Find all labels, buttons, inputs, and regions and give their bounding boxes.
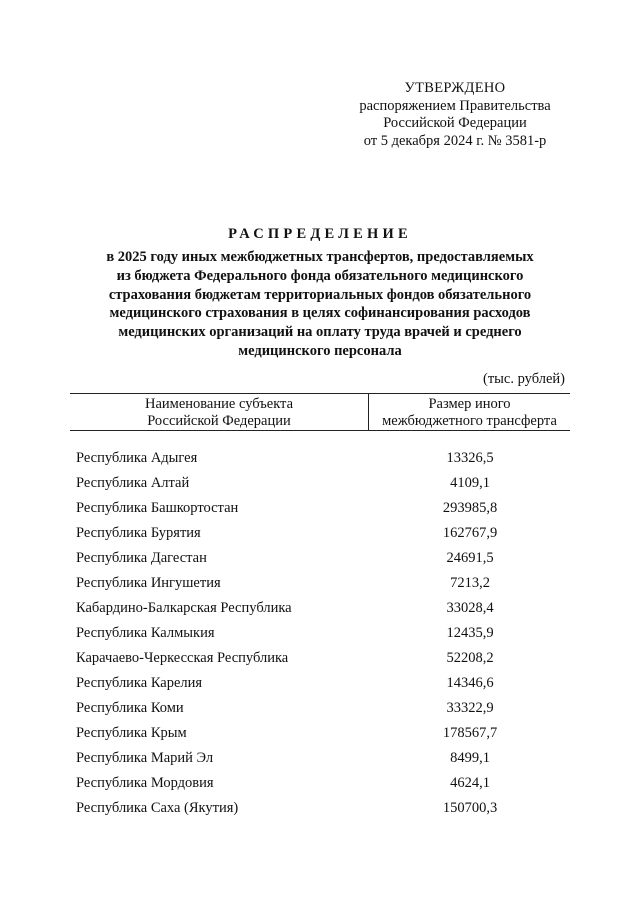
region-name: Республика Калмыкия xyxy=(76,625,215,641)
transfer-amount: 8499,1 xyxy=(450,750,490,766)
table-body xyxy=(76,446,570,821)
region-name: Республика Саха (Якутия) xyxy=(76,800,239,816)
header-region-name xyxy=(70,394,369,430)
table-row xyxy=(76,471,570,496)
transfer-amount: 4109,1 xyxy=(450,475,490,491)
table-row xyxy=(76,621,570,646)
table-row xyxy=(76,721,570,746)
approval-line: от 5 декабря 2024 г. № 3581-р xyxy=(363,132,547,149)
subtitle-line: медицинского страхования в целях софинансирования расходов xyxy=(109,305,531,322)
transfer-amount: 7213,2 xyxy=(450,575,490,591)
table-row xyxy=(76,796,570,821)
region-name: Республика Ингушетия xyxy=(76,575,221,591)
region-name: Республика Марий Эл xyxy=(76,750,214,766)
region-name: Кабардино-Балкарская Республика xyxy=(76,600,292,616)
approval-line: Российской Федерации xyxy=(383,115,527,131)
approval-line: распоряжением Правительства xyxy=(359,97,551,114)
document-subtitle xyxy=(80,248,560,361)
transfer-amount: 4624,1 xyxy=(450,775,490,791)
region-name: Республика Карелия xyxy=(76,675,203,691)
approval-heading: УТВЕРЖДЕНО xyxy=(404,80,506,96)
subtitle-line: из бюджета Федерального фонда обязательного медицинского xyxy=(116,267,524,284)
region-name: Республика Адыгея xyxy=(76,450,198,466)
region-name: Республика Дагестан xyxy=(76,550,207,566)
table-header xyxy=(70,393,570,431)
region-name: Республика Мордовия xyxy=(76,775,214,791)
transfer-amount: 14346,6 xyxy=(446,675,494,691)
table-row xyxy=(76,646,570,671)
table-row xyxy=(76,671,570,696)
transfer-amount: 33028,4 xyxy=(446,600,494,616)
table-row xyxy=(76,696,570,721)
table-row xyxy=(76,596,570,621)
table-row xyxy=(76,771,570,796)
header-transfer-amount xyxy=(369,394,570,430)
table-row xyxy=(76,546,570,571)
table-row xyxy=(76,496,570,521)
transfer-amount: 33322,9 xyxy=(446,700,494,716)
header-line: Размер иного xyxy=(428,396,511,412)
table-row xyxy=(76,446,570,471)
transfer-amount: 150700,3 xyxy=(442,800,498,816)
region-name: Республика Крым xyxy=(76,725,187,741)
subtitle-line: страхования бюджетам территориальных фондов обязательного xyxy=(108,286,532,303)
approval-stamp xyxy=(340,80,570,150)
header-line: Российской Федерации xyxy=(147,413,291,429)
document-title: РАСПРЕДЕЛЕНИЕ xyxy=(228,226,412,242)
transfer-amount: 12435,9 xyxy=(446,625,494,641)
table-row xyxy=(76,521,570,546)
region-name: Карачаево-Черкесская Республика xyxy=(76,650,289,666)
region-name: Республика Бурятия xyxy=(76,525,201,541)
header-line: межбюджетного трансферта xyxy=(382,413,557,429)
subtitle-line: в 2025 году иных межбюджетных трансфертов, предоставляемых xyxy=(106,249,534,265)
region-name: Республика Алтай xyxy=(76,475,190,491)
header-line: Наименование субъекта xyxy=(144,396,294,412)
transfer-amount: 162767,9 xyxy=(442,525,498,541)
region-name: Республика Башкортостан xyxy=(76,500,239,516)
table-row xyxy=(76,746,570,771)
unit-label: (тыс. рублей) xyxy=(483,371,565,387)
region-name: Республика Коми xyxy=(76,700,184,716)
transfer-amount: 24691,5 xyxy=(446,550,494,566)
table-row xyxy=(76,571,570,596)
transfer-amount: 293985,8 xyxy=(442,500,498,516)
transfer-amount: 178567,7 xyxy=(442,725,498,741)
transfer-amount: 13326,5 xyxy=(446,450,494,466)
subtitle-line: медицинских организаций на оплату труда врачей и среднего xyxy=(118,324,522,341)
transfer-amount: 52208,2 xyxy=(446,650,494,666)
subtitle-line: медицинского персонала xyxy=(238,342,402,359)
